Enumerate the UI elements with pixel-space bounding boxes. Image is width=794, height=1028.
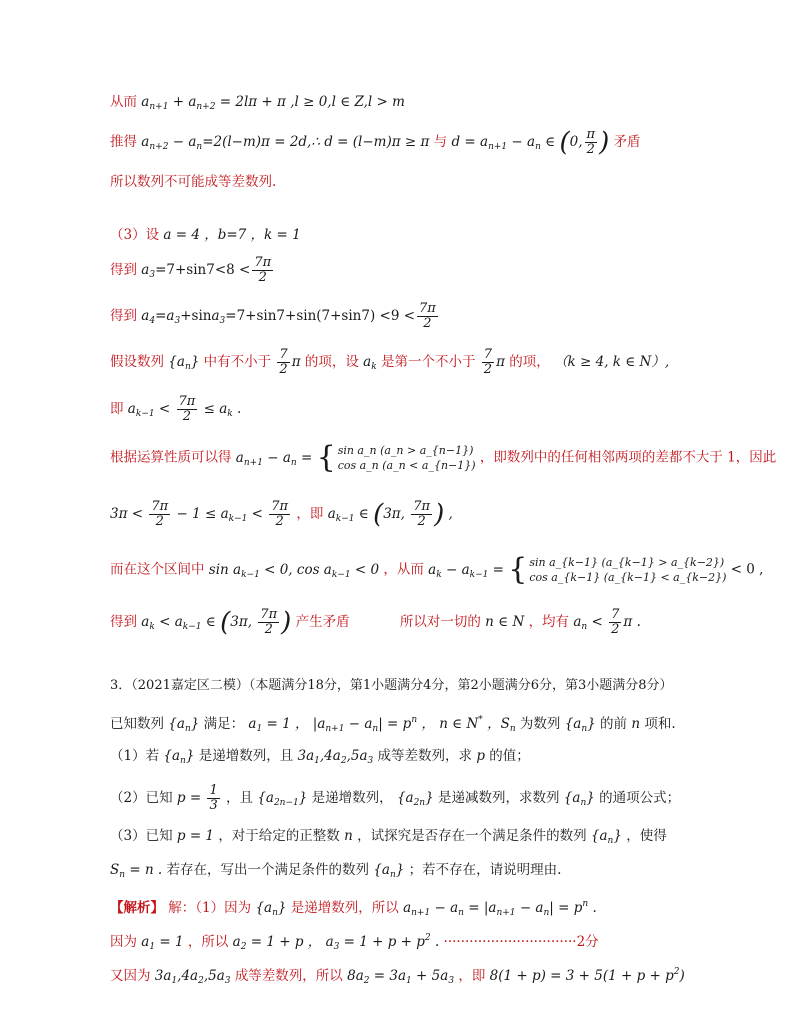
text: 是递增数列，且 xyxy=(198,748,294,764)
score-dots: ·······························2分 xyxy=(443,934,599,950)
formula: p xyxy=(476,748,485,764)
solution-line-4 xyxy=(110,225,301,245)
formula: $a_{n+1} - a_n = |a_{n+1} - a_n| = p^n$ . xyxy=(403,899,597,918)
case-1: sin a_n (a_n > a_{n−1}) xyxy=(337,444,474,457)
text: ，即数列中的任何相邻两项的差都不大于 1，因此 xyxy=(479,449,777,466)
case-1: sin a_{k−1} (a_{k−1} > a_{k−2}) xyxy=(529,556,725,569)
text: 即 xyxy=(110,401,124,417)
formula: $\{a_{2n}\}$ xyxy=(396,790,434,808)
text: ，使得 xyxy=(626,828,667,844)
text: ，从而 xyxy=(383,561,424,578)
text: 从而 xyxy=(110,94,137,110)
formula: $\{a_n\}$ xyxy=(590,828,622,846)
question-1 xyxy=(110,746,530,771)
formula: $3a_1,4a_2,5a_3$ xyxy=(154,968,231,986)
formula: $S_n = n$ . xyxy=(110,862,163,880)
text: 得到 xyxy=(110,308,137,324)
text: 的值； xyxy=(489,748,530,764)
question-3 xyxy=(110,826,667,851)
text: 假设数列 xyxy=(110,354,164,370)
formula: $a_{k-1}$ < $\frac{7\pi}{2}$ ≤ $a_k$ . xyxy=(127,394,242,424)
question-3-cont xyxy=(110,860,561,885)
text: ，均有 xyxy=(528,614,570,630)
formula: $a_k - a_{k-1}$ = xyxy=(428,561,509,580)
formula: $8a_2 = 3a_1 + 5a_3$ xyxy=(347,968,455,986)
text: ，且 xyxy=(226,790,254,806)
formula: （k ≥ 4, k ∈ N）, xyxy=(554,354,670,370)
solution-line-6 xyxy=(110,302,440,331)
problem-3-heading: 3．（2021嘉定区二模）（本题满分18分，第1小题满分4分，第2小题满分6分，第3小题满分8分） xyxy=(110,678,673,693)
text: 成等差数列，所以 xyxy=(234,968,343,984)
text: 若存在，写出一个满足条件的数列 xyxy=(166,862,370,878)
text: 是递增数列，所以 xyxy=(290,900,399,916)
analysis-tag: 【解析】 xyxy=(110,900,164,916)
answer-line-1 xyxy=(110,894,597,923)
text: ，所以 xyxy=(187,934,229,950)
text: ；若不存在，请说明理由. xyxy=(408,862,562,878)
question-2 xyxy=(110,784,680,813)
formula: $a_n$ < $\frac{7}{2}$ π . xyxy=(573,607,641,637)
formula: n xyxy=(344,828,353,844)
formula: $\{a_n\}$ xyxy=(168,354,200,372)
answer-line-3 xyxy=(110,962,685,991)
text: 是第一个不小于 xyxy=(381,354,476,370)
formula: $a_{k-1}$ ∈ (3π, $\frac{7\pi}{2}$ ) , xyxy=(327,499,453,530)
piecewise: { sin a_{k−1} (a_{k−1} > a_{k−2}) cos a_{k−1} (a_{k−1} < a_{k−2}) xyxy=(508,552,727,587)
text: 是递增数列， xyxy=(311,790,393,806)
text: 项和. xyxy=(644,716,676,732)
solution-line-12 xyxy=(110,608,641,637)
text: 又因为 xyxy=(110,968,151,984)
formula: $a_4=a_3+\sin a_3=7+\sin 7+\sin(7+\sin 7) <9$ < $\frac{7\pi}{2}$ xyxy=(141,301,436,331)
case-2: cos a_{k−1} (a_{k−1} < a_{k−2}) xyxy=(529,571,727,584)
formula: $\{a_n\}$ xyxy=(168,716,200,734)
solution-line-8 xyxy=(110,395,241,424)
formula: $a_{n+1} + a_{n+2} = 2l\pi + \pi$ ,l ≥ 0,l ∈ Z,l > m xyxy=(141,94,405,112)
formula: p = 1 xyxy=(176,828,215,844)
text: 的项，设 xyxy=(304,354,359,370)
text: 解：（1）因为 xyxy=(168,900,252,916)
formula: $\{a_n\}$ xyxy=(373,862,405,880)
formula: $a_{n+1} - a_n$ = xyxy=(235,449,317,468)
text: 已知数列 xyxy=(110,716,164,732)
formula: $\frac{7}{2}$ π xyxy=(483,347,505,377)
text: 推得 xyxy=(110,134,137,150)
text: ，即 xyxy=(458,968,486,984)
solution-line-2 xyxy=(110,128,641,157)
text: 所以对一切的 xyxy=(399,614,481,630)
text: 而在这个区间中 xyxy=(110,561,205,578)
text: 矛盾 xyxy=(613,134,641,150)
formula: p = $\frac{1}{3}$ xyxy=(176,783,218,813)
formula: $\{a_n\}$ xyxy=(163,748,195,766)
text: 的前 xyxy=(600,716,628,732)
formula: n xyxy=(631,716,641,732)
text: 根据运算性质可以得 xyxy=(110,449,232,466)
formula: < 0 , xyxy=(730,561,764,578)
text: 产生矛盾 xyxy=(295,614,350,630)
text: （1）若 xyxy=(110,748,160,764)
solution-line-7 xyxy=(110,348,669,377)
formula: $\sin a_{k-1} < 0$, $\cos a_{k-1} < 0$ xyxy=(208,561,380,580)
formula: $\{a_n\}$ xyxy=(564,716,596,734)
formula: $d = a_{n+1} - a_n$ ∈ (0, $\frac{\pi}{2}$ ) xyxy=(451,127,610,158)
formula: $a_k < a_{k-1}$ ∈ (3π, $\frac{7\pi}{2}$ ) xyxy=(141,607,292,638)
formula: $a_2 = 1 + p$ ， $a_3 = 1 + p + p^2$ . xyxy=(232,933,440,952)
solution-line-3: 所以数列不可能成等差数列. xyxy=(110,174,277,190)
text: 得到 xyxy=(110,262,137,278)
problem-3-statement xyxy=(110,710,676,739)
solution-line-11 xyxy=(110,552,764,587)
piecewise: { sin a_n (a_n > a_{n−1}) cos a_n (a_n < a_{n−1}) xyxy=(316,440,476,475)
text: （3）已知 xyxy=(110,828,173,844)
formula: a = 4 ，b=7 ，k = 1 xyxy=(163,227,301,243)
text: 得到 xyxy=(110,614,137,630)
formula: n ∈ N xyxy=(485,614,525,630)
case-2: cos a_n (a_n < a_{n−1}) xyxy=(337,459,476,472)
text: （3）设 xyxy=(110,227,160,243)
text: 成等差数列，求 xyxy=(377,748,473,764)
formula: $\{a_{2n-1}\}$ xyxy=(257,790,308,808)
answer-line-2 xyxy=(110,928,599,957)
formula: $\{a_n\}$ xyxy=(563,790,595,808)
formula: $8(1 + p) = 3 + 5(1 + p + p^2)$ xyxy=(489,967,685,984)
solution-line-10 xyxy=(110,500,453,529)
formula: $a_3=7+\sin 7<8$ < $\frac{7\pi}{2}$ xyxy=(141,255,272,285)
text: 为数列 xyxy=(519,716,561,732)
solution-line-1 xyxy=(110,92,405,117)
text: 的项， xyxy=(509,354,550,370)
formula: $\{a_n\}$ xyxy=(255,900,287,918)
formula: $a_1 = 1$ xyxy=(141,934,184,952)
text: ，即 xyxy=(296,506,324,522)
solution-line-9 xyxy=(110,440,777,475)
formula: $\frac{7}{2}$ π xyxy=(279,347,301,377)
text: （2）已知 xyxy=(110,790,173,806)
text: 中有不小于 xyxy=(203,354,272,370)
formula: $a_{n+2} - a_n=2(l-m)\pi$ = 2d,∴ d = (l−m)π ≥ π xyxy=(141,134,430,152)
text: 满足： xyxy=(203,716,245,732)
formula: $a_k$ xyxy=(363,354,377,372)
text: ，对于给定的正整数 xyxy=(218,828,340,844)
formula: $a_1 = 1$ ， $|a_{n+1} - a_n| = p^n$ ， n ∈ N* ，$S_n$ xyxy=(248,715,516,734)
text: ，试探究是否存在一个满足条件的数列 xyxy=(357,828,587,844)
formula: $3a_1,4a_2,5a_3$ xyxy=(297,748,374,766)
solution-line-5 xyxy=(110,256,275,285)
text: 与 xyxy=(433,134,448,150)
text: 因为 xyxy=(110,934,137,950)
text: 是递减数列，求数列 xyxy=(438,790,560,806)
text: 的通项公式； xyxy=(599,790,681,806)
formula: 3π < $\frac{7\pi}{2}$ − $1 \le a_{k-1}$ < $\frac{7\pi}{2}$ xyxy=(110,499,289,529)
